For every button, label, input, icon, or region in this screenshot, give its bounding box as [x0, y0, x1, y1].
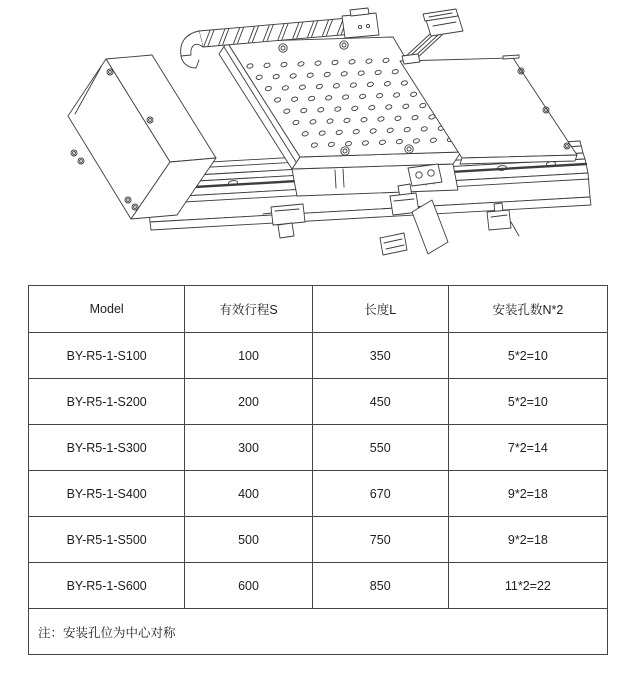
cell-length: 550: [312, 425, 448, 471]
cell-length: 750: [312, 517, 448, 563]
cell-model: BY-R5-1-S200: [29, 379, 185, 425]
cell-holes: 11*2=22: [448, 563, 607, 609]
cell-model: BY-R5-1-S100: [29, 333, 185, 379]
cell-stroke: 200: [185, 379, 312, 425]
cell-stroke: 100: [185, 333, 312, 379]
column-header-length: 长度L: [312, 286, 448, 333]
column-header-stroke: 有效行程S: [185, 286, 312, 333]
spec-table: [28, 285, 608, 655]
cell-model: BY-R5-1-S500: [29, 517, 185, 563]
table-row: [29, 563, 608, 609]
cell-holes: 9*2=18: [448, 471, 607, 517]
table-row: [29, 425, 608, 471]
cell-model: BY-R5-1-S300: [29, 425, 185, 471]
cell-model: BY-R5-1-S600: [29, 563, 185, 609]
table-row: [29, 333, 608, 379]
cell-length: 350: [312, 333, 448, 379]
cell-stroke: 600: [185, 563, 312, 609]
technical-drawing-svg: [0, 0, 639, 272]
cell-model: BY-R5-1-S400: [29, 471, 185, 517]
cell-holes: 7*2=14: [448, 425, 607, 471]
cell-stroke: 400: [185, 471, 312, 517]
table-header-row: [29, 286, 608, 333]
cell-holes: 5*2=10: [448, 379, 607, 425]
cell-holes: 9*2=18: [448, 517, 607, 563]
table-row: [29, 471, 608, 517]
cell-stroke: 300: [185, 425, 312, 471]
cell-length: 850: [312, 563, 448, 609]
table-row: [29, 517, 608, 563]
table-row: [29, 379, 608, 425]
cell-length: 670: [312, 471, 448, 517]
table-note: 注：安装孔位为中心对称: [29, 609, 608, 655]
cable-connector: [402, 9, 463, 64]
technical-drawing: [0, 0, 639, 272]
table-note-row: [29, 609, 608, 655]
mounting-bracket: [408, 164, 442, 186]
column-header-model: Model: [29, 286, 185, 333]
cell-length: 450: [312, 379, 448, 425]
column-header-holes: 安装孔数N*2: [448, 286, 607, 333]
cell-holes: 5*2=10: [448, 333, 607, 379]
cell-stroke: 500: [185, 517, 312, 563]
carriage-plate: [219, 37, 461, 169]
